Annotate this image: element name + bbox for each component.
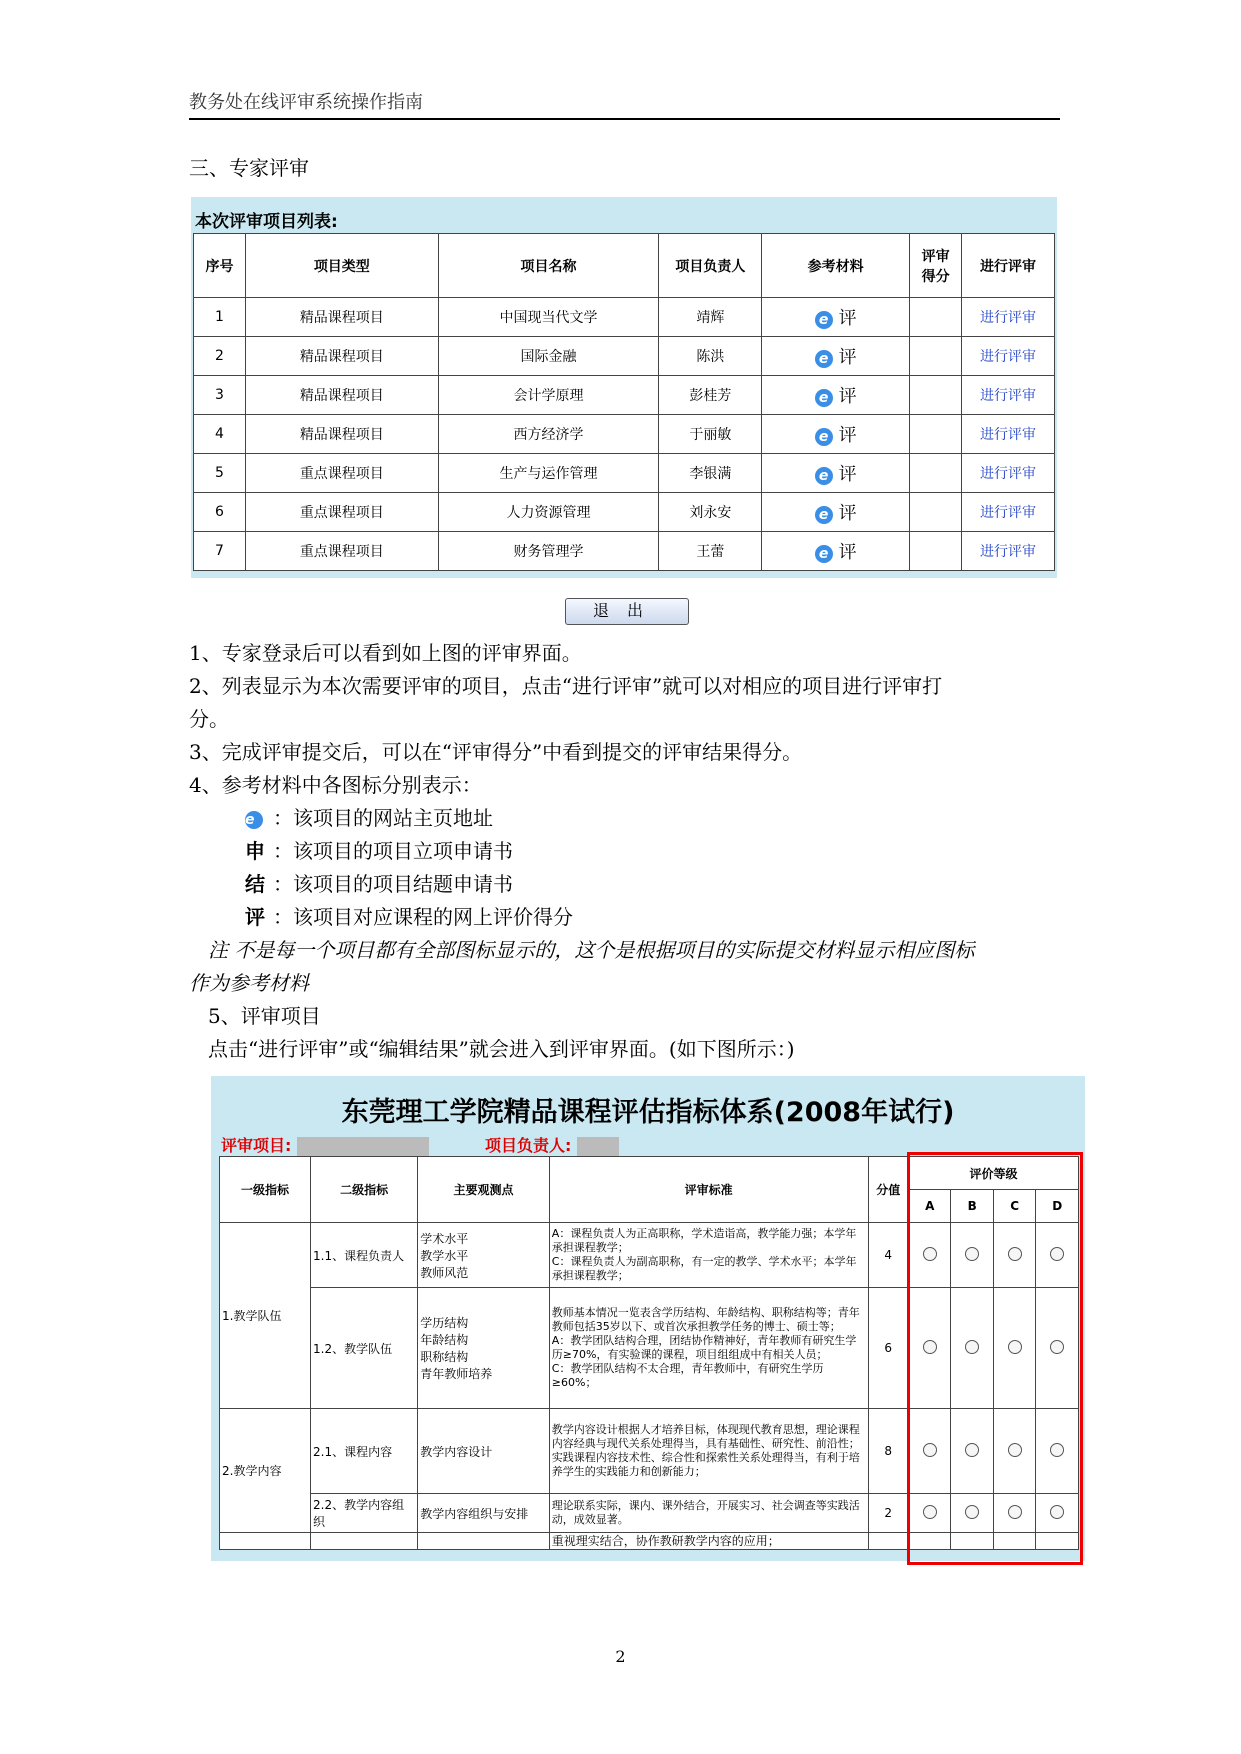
ie-icon[interactable]: e bbox=[815, 467, 833, 485]
points-cell: 教学内容组织与安排 bbox=[418, 1494, 550, 1533]
table-row bbox=[194, 532, 1055, 571]
cell-material bbox=[762, 493, 910, 532]
cell-no: 6 bbox=[194, 493, 246, 532]
ie-icon[interactable]: e bbox=[815, 350, 833, 368]
cell-no: 4 bbox=[194, 415, 246, 454]
ping-link[interactable]: 评 bbox=[838, 308, 857, 329]
project-label-row bbox=[221, 1133, 429, 1157]
cell-no: 7 bbox=[194, 532, 246, 571]
icon-legend-ping bbox=[245, 901, 573, 934]
standard-cell: A：课程负责人为正高职称，学术造诣高，教学能力强；本学年承担课程教学； C：课程负责人为副高职称，有一定的教学、学术水平；本学年承担课程教学； bbox=[549, 1223, 868, 1288]
start-review-link[interactable]: 进行评审 bbox=[980, 505, 1037, 521]
cell-material bbox=[762, 376, 910, 415]
ping-link[interactable]: 评 bbox=[838, 425, 857, 446]
cell-action bbox=[962, 532, 1055, 571]
cell-no: 1 bbox=[194, 298, 246, 337]
cell-type: 重点课程项目 bbox=[245, 493, 438, 532]
table-row bbox=[194, 415, 1055, 454]
section-title: 三、专家评审 bbox=[189, 156, 309, 180]
points-cell: 教学内容设计 bbox=[418, 1409, 550, 1494]
review-list-panel bbox=[191, 197, 1057, 578]
cell-type: 精品课程项目 bbox=[245, 298, 438, 337]
score-cell: 6 bbox=[868, 1288, 908, 1409]
cell-name: 国际金融 bbox=[438, 337, 659, 376]
points-cell: 学历结构 年龄结构 职称结构 青年教师培养 bbox=[418, 1288, 550, 1409]
col-header: 项目类型 bbox=[245, 234, 438, 298]
review-list-title: 本次评审项目列表: bbox=[195, 212, 338, 232]
cell-no: 5 bbox=[194, 454, 246, 493]
note-line-a: 注 不是每一个项目都有全部图标显示的，这个是根据项目的实际提交材料显示相应图标 bbox=[208, 938, 975, 962]
icon-legend-ie bbox=[245, 802, 493, 835]
ie-icon[interactable]: e bbox=[815, 506, 833, 524]
score-cell: 4 bbox=[868, 1223, 908, 1288]
ie-icon[interactable]: e bbox=[815, 428, 833, 446]
icon-legend-jie bbox=[245, 868, 513, 901]
cell-leader: 李银满 bbox=[659, 454, 762, 493]
grade-highlight-box bbox=[907, 1152, 1083, 1565]
cell-type: 精品课程项目 bbox=[245, 376, 438, 415]
header-grade: 评价等级 bbox=[908, 1157, 1078, 1190]
col-header: 评审得分 bbox=[910, 234, 962, 298]
form-title: 东莞理工学院精品课程评估指标体系(2008年试行) bbox=[341, 1097, 955, 1128]
cell-name: 财务管理学 bbox=[438, 532, 659, 571]
level2-cell: 2.2、教学内容组织 bbox=[311, 1494, 418, 1533]
start-review-link[interactable]: 进行评审 bbox=[980, 388, 1037, 404]
icon-legend-text: ：该项目对应课程的网上评价得分 bbox=[273, 905, 573, 929]
table-row bbox=[194, 298, 1055, 337]
cell-no: 2 bbox=[194, 337, 246, 376]
leader-label: 项目负责人: bbox=[485, 1136, 572, 1155]
cell-action bbox=[962, 376, 1055, 415]
col-header: 项目负责人 bbox=[659, 234, 762, 298]
cell-type: 精品课程项目 bbox=[245, 415, 438, 454]
header-score: 分值 bbox=[868, 1157, 908, 1223]
col-header: 进行评审 bbox=[962, 234, 1055, 298]
col-header: 项目名称 bbox=[438, 234, 659, 298]
paragraph-1: 1、专家登录后可以看到如上图的评审界面。 bbox=[189, 641, 582, 665]
table-row bbox=[194, 337, 1055, 376]
paragraph-5: 5、评审项目 bbox=[208, 1004, 321, 1028]
col-header: 参考材料 bbox=[762, 234, 910, 298]
cell-action bbox=[962, 415, 1055, 454]
cell-name: 中国现当代文学 bbox=[438, 298, 659, 337]
note-line-b: 作为参考材料 bbox=[189, 971, 309, 995]
cell-material bbox=[762, 337, 910, 376]
table-row bbox=[194, 454, 1055, 493]
cell-score bbox=[910, 415, 962, 454]
ping-link[interactable]: 评 bbox=[838, 542, 857, 563]
cell-name: 会计学原理 bbox=[438, 376, 659, 415]
cell-leader: 王蕾 bbox=[659, 532, 762, 571]
cell-score bbox=[910, 454, 962, 493]
ping-link[interactable]: 评 bbox=[838, 464, 857, 485]
icon-legend-text: ：该项目的项目立项申请书 bbox=[273, 839, 513, 863]
points-cell: 学术水平 教学水平 教师风范 bbox=[418, 1223, 550, 1288]
paragraph-2a: 2、列表显示为本次需要评审的项目，点击“进行评审”就可以对相应的项目进行评审打 bbox=[189, 674, 943, 698]
cell-leader: 陈洪 bbox=[659, 337, 762, 376]
cell-type: 重点课程项目 bbox=[245, 454, 438, 493]
shen-icon: 申 bbox=[245, 839, 265, 863]
start-review-link[interactable]: 进行评审 bbox=[980, 427, 1037, 443]
cut-row-text: 重视理实结合，协作教研教学内容的应用； bbox=[549, 1533, 868, 1550]
paragraph-3: 3、完成评审提交后，可以在“评审得分”中看到提交的评审结果得分。 bbox=[189, 740, 803, 764]
icon-legend-shen bbox=[245, 835, 513, 868]
col-header: 序号 bbox=[194, 234, 246, 298]
level2-cell: 1.2、教学队伍 bbox=[311, 1288, 418, 1409]
paragraph-4: 4、参考材料中各图标分别表示： bbox=[189, 773, 482, 797]
cell-material bbox=[762, 298, 910, 337]
level1-cell: 1.教学队伍 bbox=[220, 1223, 311, 1409]
level1-cell: 2.教学内容 bbox=[220, 1409, 311, 1533]
cell-type: 重点课程项目 bbox=[245, 532, 438, 571]
cell-no: 3 bbox=[194, 376, 246, 415]
standard-cell: 教师基本情况一览表含学历结构、年龄结构、职称结构等；青年教师包括35岁以下、或首次承担教学任务的博士、硕士等； A：教学团队结构合理，团结协作精神好，青年教师有研究生学历≥70%，有实验课的课程，项目组组成中有相关人员； C：教学团队结构不太合理，青年教师中，有研究生学历≥60%； bbox=[549, 1288, 868, 1409]
icon-legend-text: ：该项目的项目结题申请书 bbox=[273, 872, 513, 896]
cell-score bbox=[910, 376, 962, 415]
ie-icon[interactable]: e bbox=[815, 545, 833, 563]
ping-icon: 评 bbox=[245, 905, 265, 929]
table-row bbox=[194, 376, 1055, 415]
cell-score bbox=[910, 298, 962, 337]
cell-score bbox=[910, 532, 962, 571]
start-review-link[interactable]: 进行评审 bbox=[980, 349, 1037, 365]
cell-name: 西方经济学 bbox=[438, 415, 659, 454]
grade-c: C bbox=[993, 1190, 1035, 1223]
cell-score bbox=[910, 493, 962, 532]
header-standard: 评审标准 bbox=[549, 1157, 868, 1223]
cell-action bbox=[962, 337, 1055, 376]
cell-leader: 刘永安 bbox=[659, 493, 762, 532]
grade-d: D bbox=[1036, 1190, 1079, 1223]
cell-leader: 靖辉 bbox=[659, 298, 762, 337]
header-level1: 一级指标 bbox=[220, 1157, 311, 1223]
level2-cell: 2.1、课程内容 bbox=[311, 1409, 418, 1494]
ping-link[interactable]: 评 bbox=[838, 503, 857, 524]
start-review-link[interactable]: 进行评审 bbox=[980, 544, 1037, 560]
score-cell: 2 bbox=[868, 1494, 908, 1533]
cell-leader: 于丽敏 bbox=[659, 415, 762, 454]
page-number: 2 bbox=[615, 1647, 626, 1666]
grade-b: B bbox=[951, 1190, 993, 1223]
cell-name: 生产与运作管理 bbox=[438, 454, 659, 493]
table-row bbox=[194, 493, 1055, 532]
cell-score bbox=[910, 337, 962, 376]
icon-legend-text: ：该项目的网站主页地址 bbox=[273, 806, 493, 830]
ie-icon[interactable]: e bbox=[815, 311, 833, 329]
leader-label-row bbox=[485, 1133, 619, 1157]
project-name-redacted bbox=[297, 1137, 429, 1157]
standard-cell: 教学内容设计根据人才培养目标，体现现代教育思想，理论课程内容经典与现代关系处理得当，具有基础性、研究性、前沿性；实践课程内容技术性、综合性和探索性关系处理得当，有利于培养学生的实践能力和创新能力； bbox=[549, 1409, 868, 1494]
cell-action bbox=[962, 298, 1055, 337]
table-header-row bbox=[194, 234, 1055, 298]
cell-name: 人力资源管理 bbox=[438, 493, 659, 532]
cell-material bbox=[762, 415, 910, 454]
exit-button[interactable]: 退出 bbox=[565, 598, 689, 625]
ie-icon[interactable]: e bbox=[815, 389, 833, 407]
header-points: 主要观测点 bbox=[418, 1157, 550, 1223]
ping-link[interactable]: 评 bbox=[838, 347, 857, 368]
standard-cell: 理论联系实际，课内、课外结合，开展实习、社会调查等实践活动，成效显著。 bbox=[549, 1494, 868, 1533]
grade-a: A bbox=[908, 1190, 950, 1223]
document-header: 教务处在线评审系统操作指南 bbox=[189, 88, 1060, 120]
paragraph-2b: 分。 bbox=[189, 707, 229, 731]
start-review-link[interactable]: 进行评审 bbox=[980, 310, 1037, 326]
jie-icon: 结 bbox=[245, 872, 265, 896]
score-cell: 8 bbox=[868, 1409, 908, 1494]
start-review-link[interactable]: 进行评审 bbox=[980, 466, 1037, 482]
ie-icon: e bbox=[245, 802, 273, 835]
cell-type: 精品课程项目 bbox=[245, 337, 438, 376]
cell-material bbox=[762, 454, 910, 493]
cell-action bbox=[962, 493, 1055, 532]
leader-name-redacted bbox=[577, 1137, 619, 1157]
header-level2: 二级指标 bbox=[311, 1157, 418, 1223]
review-list-table bbox=[193, 233, 1055, 571]
ping-link[interactable]: 评 bbox=[838, 386, 857, 407]
cell-leader: 彭桂芳 bbox=[659, 376, 762, 415]
cell-action bbox=[962, 454, 1055, 493]
project-label: 评审项目: bbox=[221, 1136, 292, 1155]
cell-material bbox=[762, 532, 910, 571]
level2-cell: 1.1、课程负责人 bbox=[311, 1223, 418, 1288]
paragraph-6: 点击“进行评审”或“编辑结果”就会进入到评审界面。(如下图所示：) bbox=[208, 1037, 795, 1061]
